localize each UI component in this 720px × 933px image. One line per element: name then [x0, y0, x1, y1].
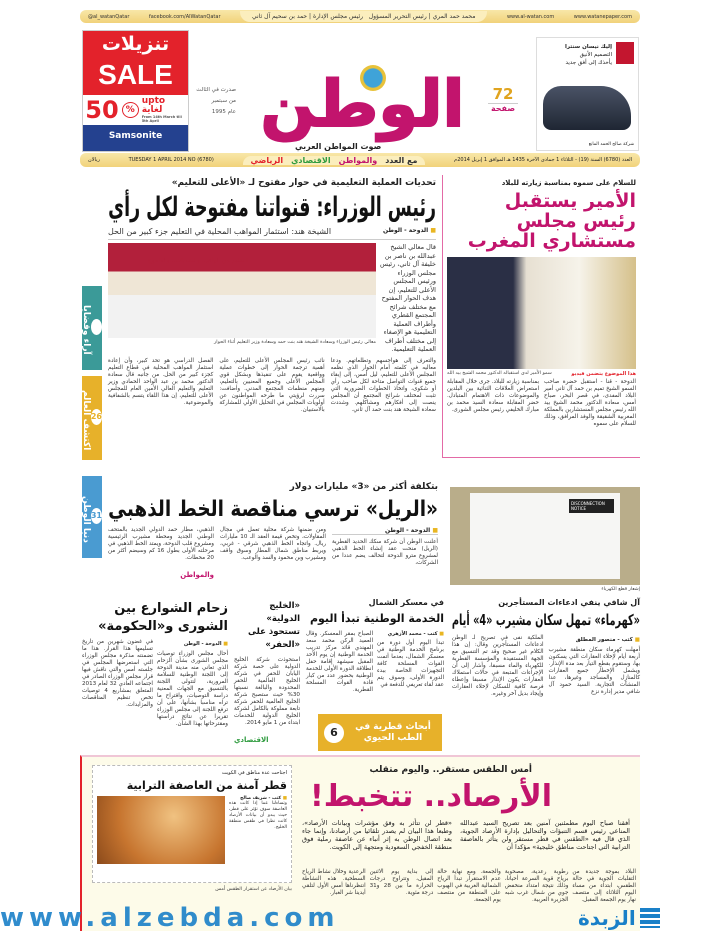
byline: ■ كتب - محمد الأزهري: [377, 631, 444, 637]
kicker: اجتاحت عدة مناطق في الكويت: [221, 770, 287, 776]
forum-photo: [108, 243, 376, 338]
index-watan-world[interactable]: [82, 476, 102, 558]
body-text: الدوحة - قنا - استقبل حضرة صاحب السمو الشيخ تميم بن حمد آل ثاني أمير البلاد المفدى، في قصر البحر، صباح أمس، سعادة الدكتور محمد الشيخ بيد الله رئيس مجلس المستشارين بالمملكة المغربية الشقيقة والوفد المرافق، وذلك للسلام على سموه: [544, 378, 636, 427]
ad-line: يأخذك إلى أفق جديد: [565, 60, 612, 66]
video-link[interactable]: هذا الموضوع يتضمن فيديو: [571, 370, 636, 377]
masthead: [240, 28, 480, 153]
founded-line: صدرت في الثالث: [196, 87, 236, 93]
page-count-label: صفحة: [488, 103, 518, 113]
ad-upto: upto: [141, 96, 166, 106]
logo: الوطن: [260, 68, 465, 142]
lead-text: أفقنا صباح اليوم مطمئنين آمنين بعد تصريح السيد عبدالله المناعي رئيس قسم التنبؤات والتحاليل بإدارة الأرصاد الجوية، الذي قال فيه «الطقس في قطر مستقر ولن يتأثر بالعاصفة الترابية التي اجتاحت مناطق خليجية» مؤكدا أن: [460, 819, 630, 851]
body-column: الملكية نفى في تصريح لـ الوطن ادعاءات المستأجرين وقال: إن هذا الكلام غير صحيح وقد تم التنسيق مع الجهة المستفيدة والمؤسسة القطرية للكهرباء والماء مسبقا، وأشار إلى أن الإجراءات المتبعة في حالات استملاك العقارات يكون الإنذار مسبقا وإعطاء فرصة كافية للسكان لإخلاء العقارات وإيجاد بديل آخر وغيره.: [452, 634, 544, 697]
index-label: آراء وقضايا: [80, 305, 91, 355]
promo-page-number: 6: [324, 723, 344, 743]
kicker: أمس الطقس مستقر.. واليوم متقلب: [369, 765, 532, 775]
supplement-economy[interactable]: الاقتصادي: [291, 155, 331, 165]
editors-panel: محمد حمد المري | رئيس التحرير المسؤول رئيس مجلس الإدارة | حمد بن سحيم آل ثاني: [240, 11, 487, 22]
sandstorm-inset: [92, 765, 292, 883]
body-column: ومن ضمنها شركة محلية تعمل في مجال المقاولات، وتخص قيمة العقد الـ 10 مليارات ريال. واتجاه الخط الذهبي شرقي - غربي، ويربط مناطق شمال المطار وسوق واقف ومشيرب وبن محمود والسد والوعب.: [220, 527, 326, 562]
ad-brand: Samsonite: [83, 125, 188, 151]
body-column: والتعرف إلى هواجسهم وتطلعاتهم. ودعا معاليه في كلمته أمام الحوار الذي نظمه المجلس الأعلى للتعليم، ليل أمس، إلى إبقاء جميع قنوات التواصل متاحة لكل صاحب رأي أو شكوى، واتخاذ الخطوات الضرورية التي تثبت لمختلف شرائح المجتمع أن المجلس ينصت إلى أفكارهم ومشاكلهم. وشددت سعادة الشيخة هند بنت حمد آل ثاني.: [330, 357, 436, 413]
editor-signature: محمد حمد المري: [432, 13, 476, 20]
facebook-link[interactable]: facebook.com/AlWatanQatar: [148, 13, 221, 20]
photo-banner: التعليم بين الواقع.. والتحديات.. والطموح: [148, 257, 248, 265]
photo-caption: بيان الأرصاد عن استقرار الطقس أمس: [215, 887, 292, 892]
photo-caption: سمو الأمير لدى استقباله الدكتور محمد الشيخ بيد الله: [447, 370, 552, 376]
byline: ■ الدوحة - الوطن: [332, 527, 438, 535]
kicker: بتكلفة أكثر من «3» مليارات دولار: [289, 482, 438, 492]
supplement-sports[interactable]: الرياضي: [250, 155, 284, 165]
ad-company: شركة صالح الحمد المانع: [588, 142, 634, 147]
ad-title-en: SALE: [98, 59, 173, 90]
index-page-number: 26: [91, 409, 102, 425]
twitter-handle[interactable]: @al_watanQatar: [88, 13, 130, 20]
headline[interactable]: زحام الشوارع بين الشورى و«الحكومة»: [98, 601, 228, 634]
body-column: تبدأ اليوم أول دورة من برنامج الخدمة الوطنية في معسكر الشمال، بعدما أتمت القوات المسلحة كافة التجهيزات الخاصة ببدء الدورة الأولى، وسوف يتم عقد لقاء تعريفي للدفعة في: [377, 639, 444, 688]
kahramaa-story: [452, 598, 640, 698]
body-column: والجمعة. ومع نهاية حالة عدم الاستقرار تبدأ الرياح الشمالية الغربية في الهبوب على المنطقة من منتصف يوم الجمعة.: [437, 869, 501, 903]
slogan: صوت المواطن العربي: [295, 142, 382, 151]
photo-caption: إشعار قطع الكهرباء: [601, 587, 640, 592]
page-count-number: 72: [492, 85, 514, 103]
pm-story: [108, 178, 436, 414]
byline: ■ الدوحة - الوطن: [383, 227, 436, 236]
nissan-logo-icon: [616, 42, 634, 64]
headline[interactable]: رئيس الوزراء: قنواتنا مفتوحة لكل رأي: [108, 192, 437, 223]
ad-dates: From 14th March till 5th April: [141, 115, 182, 123]
editor-role: رئيس التحرير المسؤول: [368, 13, 427, 20]
subheadline: الشيخة هند: استثمار المواهب المحلية في التعليم جزء كبير من الحل: [108, 227, 332, 237]
promo-text: أبحاث قطرية في الطب الحيوي: [355, 721, 431, 743]
ad-line: التصميم الأنيق: [579, 52, 612, 58]
index-world[interactable]: [82, 376, 102, 460]
kicker: للسلام على سموه بمناسبة زيارته للبلاد: [501, 179, 636, 187]
with-issue-label: مع العدد: [385, 155, 418, 165]
body-text: وتساءلنا عما إذا كانت هذه العاصفة سوف تؤثر على قطر، حيث يبدو أن بيانات الأرصاد كانت نظرا في طقس منطقة الخليج.: [229, 800, 287, 830]
kicker: في معسكر الشمال: [368, 598, 444, 607]
top-info-bar: [80, 10, 640, 23]
headline[interactable]: «كهرماء» تمهل سكان مشيرب «4» أيام: [451, 611, 640, 629]
kicker: آل شافي ينفي ادعاءات المستأجرين: [498, 598, 640, 607]
rail-photo: [450, 487, 640, 585]
supplement-citizen[interactable]: والمواطن: [338, 155, 378, 165]
byline: ■ كتب - شريف صالح: [229, 796, 287, 801]
issue-info: العدد (6780) السنة (19) - الثلاثاء 1 جمادى الآخرة 1435 هـ الموافق 1 إبريل 2014م: [454, 157, 632, 163]
founded-note: [196, 85, 236, 118]
body-column: الفصل الدراسي هو تحد كبير، وأن إعادة استثمار المواهب المحلية في قطاع التعليم كجزء كبير من الحل. من جانبه قال سعادة الدكتور محمد بن عبد الواحد الحمادي وزير التعليم والتعليم العالي الأمين العام للمجلس الأعلى للتعليم، إن هذا اللقاء يتسم بالشفافية والموضوعية.: [108, 357, 214, 406]
ad-upto-ar: لغاية: [141, 105, 163, 115]
notice-title: DISCONNECTION NOTICE: [569, 499, 614, 513]
body-column: أمهلت كهرماء سكان منطقة مشيرب أربعة أيام لإخلاء العقارات التي يسكنون بها، وستقوم بقطع التيار بعد مدة الإنذار. ويشمل الإخطار جميع العقارات كالمنازل والمساجد وغيرها، عدا المنشآت التجارية. السيد حمود آل شافي مدير إدارة نزع: [548, 646, 640, 695]
byline: ■ الدوحة - الوطن: [157, 641, 228, 647]
body-text: استحوذت شركة الخليج الدولية على حصة شركة اليابان للحفر في شركة الخليج العالمية للحفر المحدودة والبالغة نسبتها 30% حيث ستصبح شركة الخليج العالمية للحفر شركة تابعة مملوكة بالكامل لشركة الخليج الدولية للخدمات ابتداء من 1 مايو 2014.: [234, 657, 300, 726]
body-column: الرعدية وخلال نشاط الرياح السطحية. هذه النشاطة انتظرناها أمس الأول لتلقي أيدينا شر الغبار.: [302, 869, 366, 896]
body-column: أحال مجلس الوزراء توصيات مجلس الشورى بشأن الزحام الذي تعاني منه مدينة الدوحة إلى اللجنة الوطنية للسلامة المرورية، لتتولى اللجنة بالتنسيق مع الجهات المعنية دراسة التوصيات، واقتراح ما تراه مناسبا بشأنها، على أن ترفع اللجنة إلى مجلس الوزراء تقريرا عن نتائج دراستها ومقترحاتها بهذا الشأن.: [157, 651, 228, 727]
more-link[interactable]: والمواطن: [180, 571, 214, 580]
body-column: البلاد بموجة جديدة من التقلبات الجوية في حالة الطقس، ابتداء من مساء اليوم الثلاثاء إلى منتصف نهار يوم الجمعة المقبل.: [572, 869, 636, 903]
watermark-logo-text: الزبدة: [578, 906, 636, 930]
date-bar: [80, 153, 640, 167]
ad-line: إليك نيسان سنترا: [564, 44, 612, 50]
headline[interactable]: «الخليج الدولية» تستحوذ على «الحفر»: [248, 601, 300, 650]
emir-story: [442, 175, 640, 458]
headline[interactable]: الأرصاد.. تتخبط!: [310, 779, 552, 814]
headline[interactable]: الخدمة الوطنية تبدأ اليوم: [309, 612, 444, 625]
photo-caption: معالي رئيس الوزراء وسعادة الشيخة هند بنت حمد وسعادة وزير التعليم أثناء الحوار: [213, 340, 376, 346]
byline: ■ كتب - منصور المطلق: [549, 637, 641, 643]
founded-line: عام 1995: [211, 109, 236, 115]
body-column: رطوبة رعدية، مصحوبة برياح قوية السرعة أحيانا، وذلك نتيجة امتداد منخفض جوي من شمال غرب شبه الجزيرة العربية.: [504, 869, 569, 903]
index-label: دنيا الوطن: [80, 495, 91, 543]
military-story: [306, 598, 444, 694]
rail-story: [108, 482, 438, 581]
body-column: في غضون شهرين من تاريخ تسليمها هذا القرار. هذا ما تضمنته مذكرة مجلس الوزراء التي استعرضها المجلس في جلسته أمس والتي ناقش فيها قرار مجلس الوزراء الصادر في اجتماعه العادي 32 لعام 2013 المتعلق بمشاريع 4 توصيات تخص تنظيم المناقصات والمزايدات.: [82, 639, 153, 708]
traffic-story: [82, 600, 228, 728]
headline[interactable]: «الريل» ترسي مناقصة الخط الذهبي: [108, 497, 438, 522]
watermark-logo: [578, 905, 660, 931]
ad-percent-sign: %: [122, 102, 139, 118]
chairman-role: رئيس مجلس الإدارة: [312, 13, 364, 20]
index-page-number: 16: [91, 319, 102, 335]
nissan-ad[interactable]: [536, 37, 639, 151]
founded-line: من سبتمبر: [211, 98, 236, 104]
gulf-story: [234, 600, 300, 746]
more-link[interactable]: الاقتصادي: [234, 736, 269, 744]
body-column: إلى بداية يوم الاثنين المقبل، وتتراوح درجات الحرارة ما بين 28 و31 درجة مئوية.: [369, 869, 434, 896]
index-label: اكتشف العالم: [80, 389, 91, 451]
ad-title-ar: تنزيلات: [101, 33, 170, 55]
date-en: TUESDAY 1 APRIL 2014 NO (6780): [128, 157, 214, 163]
headline[interactable]: الأمير يستقبل رئيس مجلس مستشاري المغرب: [467, 190, 636, 252]
body-column: الصباح بمقر المعسكر. وقال العميد الركن محمد سعد المهندي قائد مركز تدريب الخدمة الوطنية إن يوم الأحد المقبل سيشهد إقامة حفل انطلاقة الدورة الأولى للخدمة الوطنية بحضور عدد من كبار قادة القوات المسلحة القطرية.: [306, 630, 373, 693]
body-column: الذهبي، مطار حمد الدولي الجديد بالمتحف الوطني الجديد ومحطة مشيرب الرئيسية ومشروع قلب الدوحة، ويمتد الخط الذهبي في مرحلته الأولى بطول 16 كم وسيضم أكثر من 20 محطات.: [108, 527, 214, 562]
menu-lines-icon: [640, 908, 660, 928]
headline[interactable]: قطر آمنة من العاصفة الترابية: [126, 779, 287, 792]
car-image: [543, 86, 631, 130]
epaper-link[interactable]: www.watanepaper.com: [573, 13, 632, 20]
research-promo[interactable]: [318, 714, 442, 751]
site-link[interactable]: www.al-watan.com: [506, 13, 555, 20]
lead-text: قال معالي الشيخ عبدالله بن ناصر بن خليفة آل ثاني، رئيس مجلس الوزراء ورئيس المجلس الأعلى للتعليم، إن هدف الحوار المفتوح مع مختلف شرائح المجتمع القطري وأطراف العملية التعليمية هو الإصغاء إلى مختلف أطراف العملية التعليمية.: [380, 243, 436, 354]
body-text: بمناسبة زيارته للبلاد. جرى خلال المقابلة استعراض العلاقات الثنائية بين البلدين والموضوعات ذات الاهتمام المتبادل. حضر المقابلة سعادة السيد محمد بن مبارك الخليفي رئيس مجلس الشورى.: [447, 378, 539, 413]
watermark-url: www.alzebda.com: [0, 903, 340, 933]
sale-ad[interactable]: [82, 30, 189, 152]
ad-percent: 50: [85, 96, 119, 124]
sandstorm-photo: [97, 796, 225, 864]
kicker: تحديات العملية التعليمية في حوار مفتوح لـ «الأعلى للتعليم»: [171, 178, 436, 188]
emir-photo: [447, 257, 636, 369]
lead-text: «قطر لن تتأثر به وفق مؤشرات وبيانات الأرصاد»، وطبعا هذا البيان لم يصدر تلقائيا من أرصادنا، وإنما جاء بعد اتصال الوطن به إثر أنباء عن عاصفة رملية فوق منطقة الخفجي السعودية ومتجهة إلى الكويت.: [302, 819, 452, 851]
body-column: أعلنت الوطن أن شركة سكك الحديد القطرية (الريل) منحت عقد إنشاء الخط الذهبي لمشروع مترو الدوحة لتحالف يضم عددا من الشركات،: [332, 539, 438, 567]
index-opinion[interactable]: [82, 286, 102, 370]
body-column: نائب رئيس المجلس الأعلى للتعليم، على أهمية ترجمة الحوار إلى خطوات عملية وواقعية يقوم على تنفيذها وبشكل قوي المجلس الأعلى وجميع المعنيين بالتعليم، ومنهم منظمات المجتمع المدني. وأضافت: سررت لرؤيتي ما طرحه المواطنون عن أولويات المجلس في التحليل الأولي للمشاركة بالاستبيان.: [219, 357, 325, 413]
index-page-number: 31: [91, 508, 102, 524]
price: ريالان: [88, 157, 100, 163]
chairman-signature: حمد بن سحيم آل ثاني: [252, 13, 308, 20]
page-count: [488, 85, 518, 113]
